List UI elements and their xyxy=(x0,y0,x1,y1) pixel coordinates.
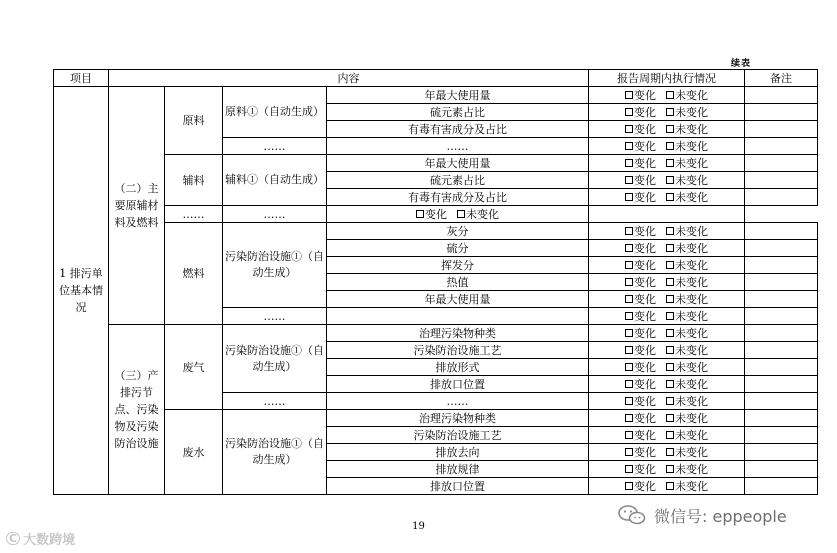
remark-cell xyxy=(745,308,818,325)
ellipsis-cell: …… xyxy=(223,308,327,325)
checkbox-icon[interactable] xyxy=(625,482,633,490)
content-cell: 灰分 xyxy=(327,223,589,240)
status-cell xyxy=(589,291,745,308)
option-unchanged[interactable]: 未变化 xyxy=(666,377,708,392)
status-cell xyxy=(589,172,745,189)
status-cell xyxy=(589,104,745,121)
checkbox-icon[interactable] xyxy=(666,142,674,150)
status-cell xyxy=(327,206,589,223)
option-changed[interactable]: 变化 xyxy=(625,224,656,239)
checkbox-icon[interactable] xyxy=(666,125,674,133)
remark-cell xyxy=(745,325,818,342)
content-cell: 年最大使用量 xyxy=(327,291,589,308)
checkbox-icon[interactable] xyxy=(666,414,674,422)
category-label: 废气 xyxy=(165,325,223,410)
checkbox-icon[interactable] xyxy=(625,329,633,337)
option-changed[interactable]: 变化 xyxy=(625,88,656,103)
status-cell xyxy=(589,359,745,376)
content-cell: 挥发分 xyxy=(327,257,589,274)
status-cell xyxy=(589,478,745,495)
checkbox-icon[interactable] xyxy=(666,312,674,320)
table-row xyxy=(54,87,818,104)
remark-cell xyxy=(745,138,818,155)
option-unchanged[interactable]: 未变化 xyxy=(666,139,708,154)
option-unchanged[interactable]: 未变化 xyxy=(666,360,708,375)
table-body xyxy=(54,70,818,495)
remark-cell xyxy=(745,393,818,410)
checkbox-icon[interactable] xyxy=(666,227,674,235)
checkbox-icon[interactable] xyxy=(625,312,633,320)
status-cell xyxy=(589,257,745,274)
option-changed[interactable]: 变化 xyxy=(625,428,656,443)
sub-item: 原料①（自动生成） xyxy=(223,87,327,138)
content-cell: 有毒有害成分及占比 xyxy=(327,189,589,206)
option-unchanged[interactable]: 未变化 xyxy=(666,156,708,171)
remark-cell xyxy=(745,87,818,104)
remark-cell xyxy=(745,461,818,478)
status-cell xyxy=(589,223,745,240)
watermark-left-text: 大数跨境 xyxy=(23,533,76,548)
status-cell xyxy=(589,461,745,478)
header-content: 内容 xyxy=(109,70,589,87)
option-unchanged[interactable]: 未变化 xyxy=(666,292,708,307)
option-changed[interactable]: 变化 xyxy=(625,258,656,273)
remark-cell xyxy=(745,376,818,393)
category-label: 辅料 xyxy=(165,155,223,206)
continued-label: 续表 xyxy=(730,59,751,69)
header-remark: 备注 xyxy=(745,70,818,87)
header-item: 项目 xyxy=(54,70,109,87)
checkbox-icon[interactable] xyxy=(666,159,674,167)
checkbox-icon[interactable] xyxy=(625,108,633,116)
checkbox-icon[interactable] xyxy=(625,346,633,354)
watermark-left xyxy=(6,529,75,548)
checkbox-icon[interactable] xyxy=(666,482,674,490)
option-changed[interactable]: 变化 xyxy=(625,139,656,154)
checkbox-icon[interactable] xyxy=(625,261,633,269)
watermark-right xyxy=(618,504,787,526)
option-unchanged[interactable]: 未变化 xyxy=(666,445,708,460)
option-unchanged[interactable]: 未变化 xyxy=(666,309,708,324)
option-changed[interactable]: 变化 xyxy=(625,309,656,324)
option-changed[interactable]: 变化 xyxy=(625,377,656,392)
content-cell: 排放口位置 xyxy=(327,478,589,495)
option-changed[interactable]: 变化 xyxy=(625,241,656,256)
content-cell: 硫元素占比 xyxy=(327,172,589,189)
checkbox-icon[interactable] xyxy=(625,431,633,439)
option-unchanged[interactable]: 未变化 xyxy=(666,105,708,120)
status-cell xyxy=(589,376,745,393)
checkbox-icon[interactable] xyxy=(666,431,674,439)
ellipsis-cell: …… xyxy=(223,206,327,223)
option-unchanged[interactable]: 未变化 xyxy=(666,190,708,205)
sub-item: 污染防治设施①（自动生成） xyxy=(223,223,327,308)
remark-cell xyxy=(745,172,818,189)
checkbox-icon[interactable] xyxy=(666,346,674,354)
option-unchanged[interactable]: 未变化 xyxy=(666,479,708,494)
checkbox-icon[interactable] xyxy=(666,329,674,337)
status-cell xyxy=(589,138,745,155)
option-changed[interactable]: 变化 xyxy=(625,411,656,426)
ellipsis-cell: …… xyxy=(223,393,327,410)
option-unchanged[interactable]: 未变化 xyxy=(666,241,708,256)
checkbox-icon[interactable] xyxy=(666,448,674,456)
checkbox-icon[interactable] xyxy=(625,193,633,201)
checkbox-icon[interactable] xyxy=(625,397,633,405)
checkbox-icon[interactable] xyxy=(666,193,674,201)
checkbox-icon[interactable] xyxy=(666,108,674,116)
status-cell xyxy=(589,308,745,325)
checkbox-icon[interactable] xyxy=(666,397,674,405)
content-cell: 热值 xyxy=(327,274,589,291)
remark-cell xyxy=(745,444,818,461)
content-cell: 排放形式 xyxy=(327,359,589,376)
content-cell: 治理污染物种类 xyxy=(327,410,589,427)
remark-cell xyxy=(745,189,818,206)
checkbox-icon[interactable] xyxy=(625,414,633,422)
checkbox-icon[interactable] xyxy=(666,261,674,269)
content-cell: 年最大使用量 xyxy=(327,87,589,104)
option-unchanged[interactable]: 未变化 xyxy=(666,343,708,358)
checkbox-icon[interactable] xyxy=(625,465,633,473)
option-changed[interactable]: 变化 xyxy=(625,122,656,137)
option-unchanged[interactable]: 未变化 xyxy=(666,122,708,137)
option-changed[interactable]: 变化 xyxy=(625,190,656,205)
table-row xyxy=(54,223,818,240)
content-cell: 硫分 xyxy=(327,240,589,257)
option-changed[interactable]: 变化 xyxy=(625,343,656,358)
remark-cell xyxy=(745,478,818,495)
checkbox-icon[interactable] xyxy=(666,295,674,303)
section-1: 1 排污单位基本情况 xyxy=(54,87,109,495)
remark-cell xyxy=(745,240,818,257)
checkbox-icon[interactable] xyxy=(666,278,674,286)
option-changed[interactable]: 变化 xyxy=(416,207,447,222)
wechat-icon xyxy=(618,505,646,525)
option-changed[interactable]: 变化 xyxy=(625,105,656,120)
checkbox-icon[interactable] xyxy=(666,380,674,388)
group-2: （二）主要原辅材料及燃料 xyxy=(109,87,165,325)
checkbox-icon[interactable] xyxy=(666,244,674,252)
content-cell xyxy=(327,308,589,325)
option-changed[interactable]: 变化 xyxy=(625,326,656,341)
checkbox-icon[interactable] xyxy=(625,125,633,133)
ellipsis-cell: …… xyxy=(327,138,589,155)
status-cell xyxy=(589,427,745,444)
table-row xyxy=(54,155,818,172)
remark-cell xyxy=(745,155,818,172)
content-cell: 排放规律 xyxy=(327,461,589,478)
checkbox-icon[interactable] xyxy=(625,227,633,235)
checkbox-icon[interactable] xyxy=(666,91,674,99)
checkbox-icon[interactable] xyxy=(625,159,633,167)
remark-cell xyxy=(745,342,818,359)
option-changed[interactable]: 变化 xyxy=(625,479,656,494)
checkbox-icon[interactable] xyxy=(666,176,674,184)
status-cell xyxy=(589,444,745,461)
checkbox-icon[interactable] xyxy=(625,278,633,286)
sub-item: 污染防治设施①（自动生成） xyxy=(223,410,327,495)
ellipsis-cell: …… xyxy=(165,206,223,223)
status-cell xyxy=(589,240,745,257)
content-cell: 硫元素占比 xyxy=(327,104,589,121)
status-cell xyxy=(589,189,745,206)
checkbox-icon[interactable] xyxy=(625,448,633,456)
option-unchanged[interactable]: 未变化 xyxy=(666,258,708,273)
option-changed[interactable]: 变化 xyxy=(625,394,656,409)
option-unchanged[interactable]: 未变化 xyxy=(666,428,708,443)
checkbox-icon[interactable] xyxy=(625,363,633,371)
checkbox-icon[interactable] xyxy=(666,465,674,473)
option-changed[interactable]: 变化 xyxy=(625,275,656,290)
remark-cell xyxy=(745,427,818,444)
category-label: 原料 xyxy=(165,87,223,155)
option-unchanged[interactable]: 未变化 xyxy=(666,275,708,290)
remark-cell xyxy=(589,206,745,223)
content-cell: 污染防治设施工艺 xyxy=(327,427,589,444)
checkbox-icon[interactable] xyxy=(625,380,633,388)
checkbox-icon[interactable] xyxy=(625,295,633,303)
header-status: 报告周期内执行情况 xyxy=(589,70,745,87)
checkbox-icon[interactable] xyxy=(625,244,633,252)
category-label: 废水 xyxy=(165,410,223,495)
checkbox-icon[interactable] xyxy=(625,142,633,150)
remark-cell xyxy=(745,223,818,240)
option-changed[interactable]: 变化 xyxy=(625,173,656,188)
watermark-right-text: 微信号: eppeople xyxy=(654,506,787,526)
ellipsis-cell: …… xyxy=(327,393,589,410)
page-number: 19 xyxy=(412,521,425,532)
option-changed[interactable]: 变化 xyxy=(625,360,656,375)
checkbox-icon[interactable] xyxy=(625,176,633,184)
option-unchanged[interactable]: 未变化 xyxy=(666,411,708,426)
remark-cell xyxy=(745,121,818,138)
status-cell xyxy=(589,393,745,410)
status-cell xyxy=(589,342,745,359)
category-label: 燃料 xyxy=(165,223,223,325)
remark-cell xyxy=(745,274,818,291)
status-cell xyxy=(589,325,745,342)
checkbox-icon[interactable] xyxy=(457,210,465,218)
option-changed[interactable]: 变化 xyxy=(625,462,656,477)
content-cell: 污染防治设施工艺 xyxy=(327,342,589,359)
status-cell xyxy=(589,274,745,291)
option-unchanged[interactable]: 未变化 xyxy=(457,207,499,222)
option-unchanged[interactable]: 未变化 xyxy=(666,394,708,409)
content-cell: 排放去向 xyxy=(327,444,589,461)
remark-cell xyxy=(745,291,818,308)
option-changed[interactable]: 变化 xyxy=(625,292,656,307)
table-row xyxy=(54,206,818,223)
logo-icon: C xyxy=(6,532,20,545)
content-cell: 年最大使用量 xyxy=(327,155,589,172)
sub-item: 污染防治设施①（自动生成） xyxy=(223,325,327,393)
option-changed[interactable]: 变化 xyxy=(625,445,656,460)
content-cell: 治理污染物种类 xyxy=(327,325,589,342)
table-row xyxy=(54,410,818,427)
sub-item: 辅料①（自动生成） xyxy=(223,155,327,206)
option-unchanged[interactable]: 未变化 xyxy=(666,173,708,188)
remark-cell xyxy=(745,104,818,121)
option-unchanged[interactable]: 未变化 xyxy=(666,88,708,103)
checkbox-icon[interactable] xyxy=(666,363,674,371)
option-unchanged[interactable]: 未变化 xyxy=(666,462,708,477)
option-unchanged[interactable]: 未变化 xyxy=(666,326,708,341)
checkbox-icon[interactable] xyxy=(625,91,633,99)
group-3: （三）产排污节点、污染物及污染防治设施 xyxy=(109,325,165,495)
status-cell xyxy=(589,87,745,104)
remark-cell xyxy=(745,359,818,376)
report-table xyxy=(53,69,818,495)
option-unchanged[interactable]: 未变化 xyxy=(666,224,708,239)
status-cell xyxy=(589,155,745,172)
content-cell: 排放口位置 xyxy=(327,376,589,393)
table-row xyxy=(54,325,818,342)
option-changed[interactable]: 变化 xyxy=(625,156,656,171)
content-cell: 有毒有害成分及占比 xyxy=(327,121,589,138)
ellipsis-cell: …… xyxy=(223,138,327,155)
remark-cell xyxy=(745,257,818,274)
status-cell xyxy=(589,121,745,138)
remark-cell xyxy=(745,410,818,427)
status-cell xyxy=(589,410,745,427)
table-header-row xyxy=(54,70,818,87)
checkbox-icon[interactable] xyxy=(416,210,424,218)
